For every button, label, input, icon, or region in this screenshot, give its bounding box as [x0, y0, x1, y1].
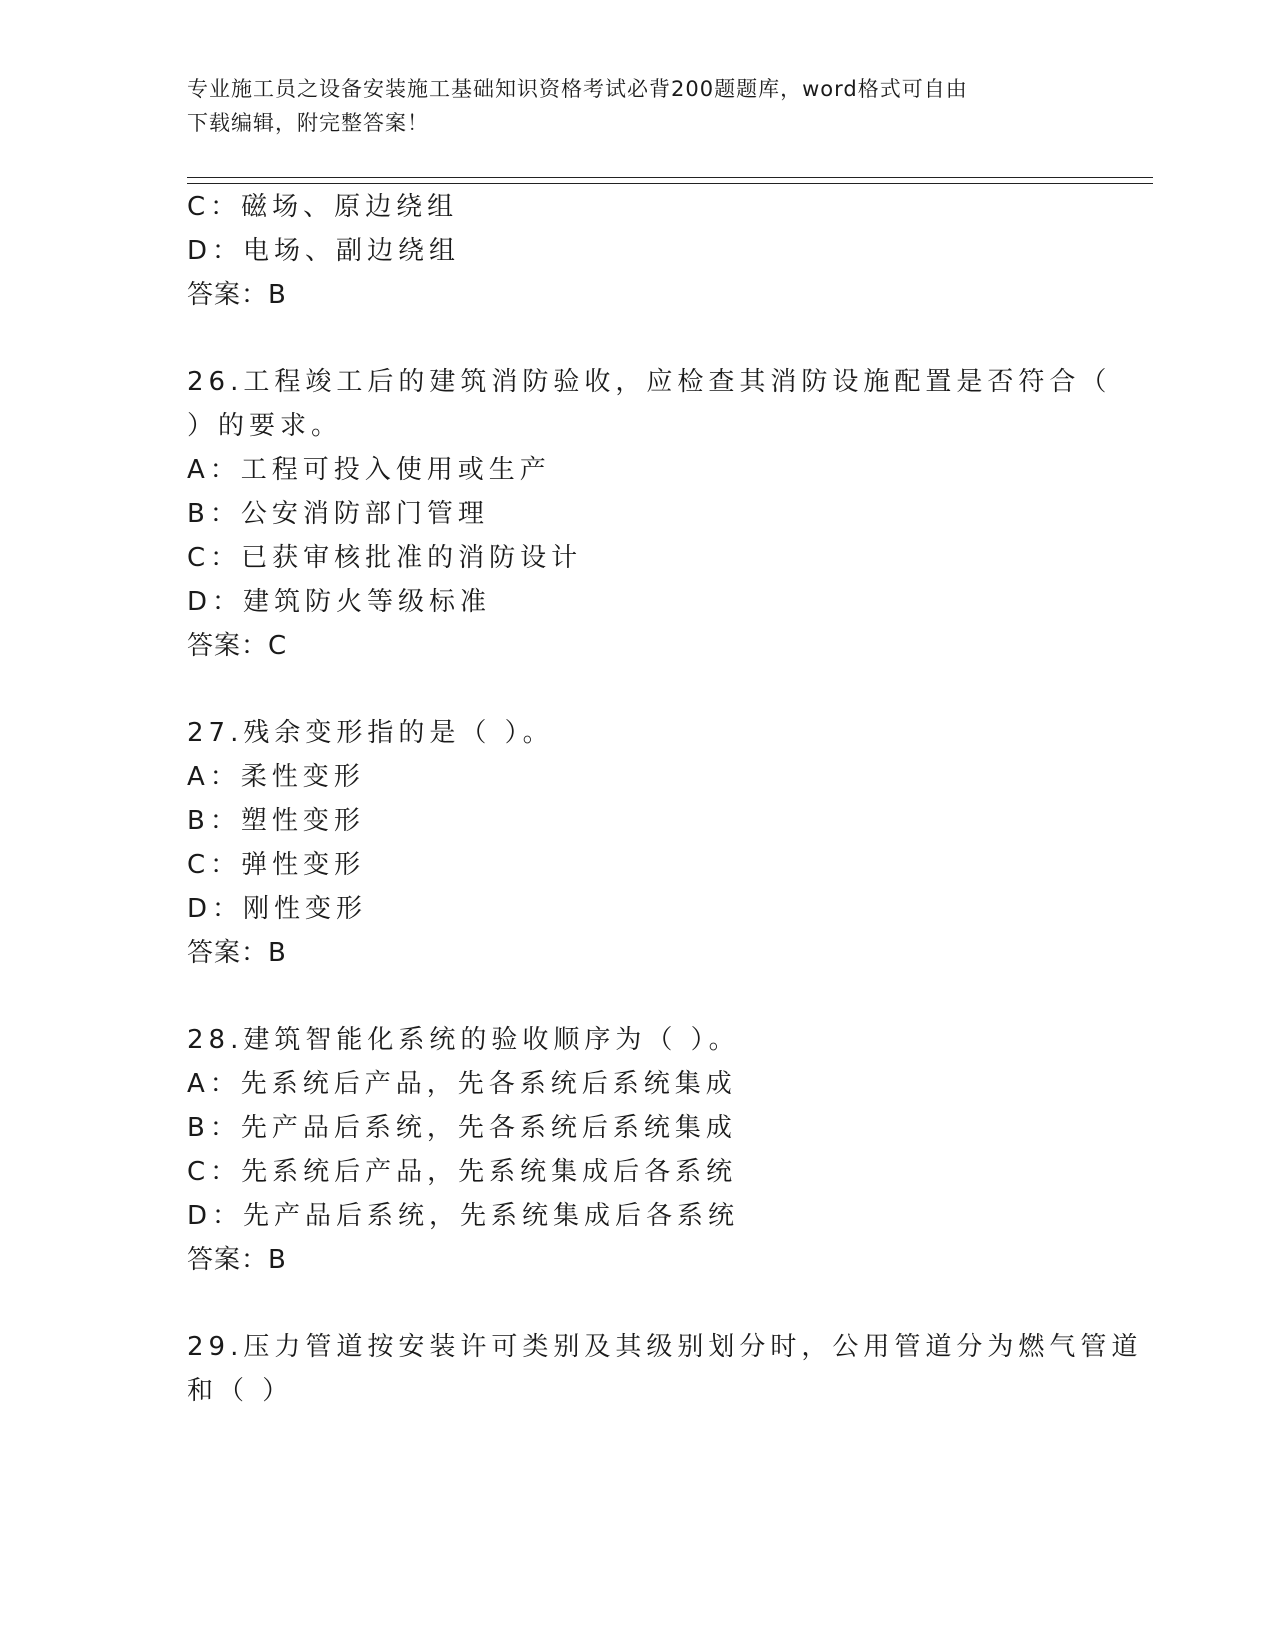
q28-option-b: B：先产品后系统，先各系统后系统集成 — [187, 1113, 737, 1143]
q27-option-d: D：刚性变形 — [187, 894, 368, 924]
q26-option-a: A：工程可投入使用或生产 — [187, 455, 551, 485]
q28-answer: 答案：B — [187, 1245, 287, 1275]
q26-option-b: B：公安消防部门管理 — [187, 499, 489, 529]
header-divider-top — [187, 177, 1153, 178]
q26-option-c: C：已获审核批准的消防设计 — [187, 543, 583, 573]
q27-option-a: A：柔性变形 — [187, 762, 365, 792]
q27-answer: 答案：B — [187, 938, 287, 968]
q28-option-c: C：先系统后产品，先系统集成后各系统 — [187, 1157, 738, 1187]
q26-stem-line-1: 26.工程竣工后的建筑消防验收，应检查其消防设施配置是否符合（ — [187, 367, 1112, 397]
header-line-2: 下载编辑，附完整答案！ — [187, 111, 429, 135]
document-header — [187, 72, 1077, 140]
q27-option-b: B：塑性变形 — [187, 806, 365, 836]
q28-stem: 28.建筑智能化系统的验收顺序为（ ）。 — [187, 1025, 740, 1055]
q29-stem-line-1: 29.压力管道按安装许可类别及其级别划分时，公用管道分为燃气管道 — [187, 1332, 1143, 1362]
q25-option-d: D：电场、副边绕组 — [187, 236, 461, 266]
q29-stem-line-2: 和（ ） — [187, 1376, 294, 1406]
q27-stem: 27.残余变形指的是（ ）。 — [187, 718, 554, 748]
q26-option-d: D：建筑防火等级标准 — [187, 587, 492, 617]
q25-option-c: C：磁场、原边绕组 — [187, 192, 459, 222]
header-divider-bottom — [187, 183, 1153, 184]
q25-answer: 答案：B — [187, 280, 287, 310]
q28-option-a: A：先系统后产品，先各系统后系统集成 — [187, 1069, 737, 1099]
q27-option-c: C：弹性变形 — [187, 850, 366, 880]
q26-answer: 答案：C — [187, 631, 288, 661]
q28-option-d: D：先产品后系统，先系统集成后各系统 — [187, 1201, 740, 1231]
header-line-1: 专业施工员之设备安装施工基础知识资格考试必背200题题库，word格式可自由 — [187, 77, 968, 101]
q26-stem-line-2: ）的要求。 — [187, 411, 343, 441]
